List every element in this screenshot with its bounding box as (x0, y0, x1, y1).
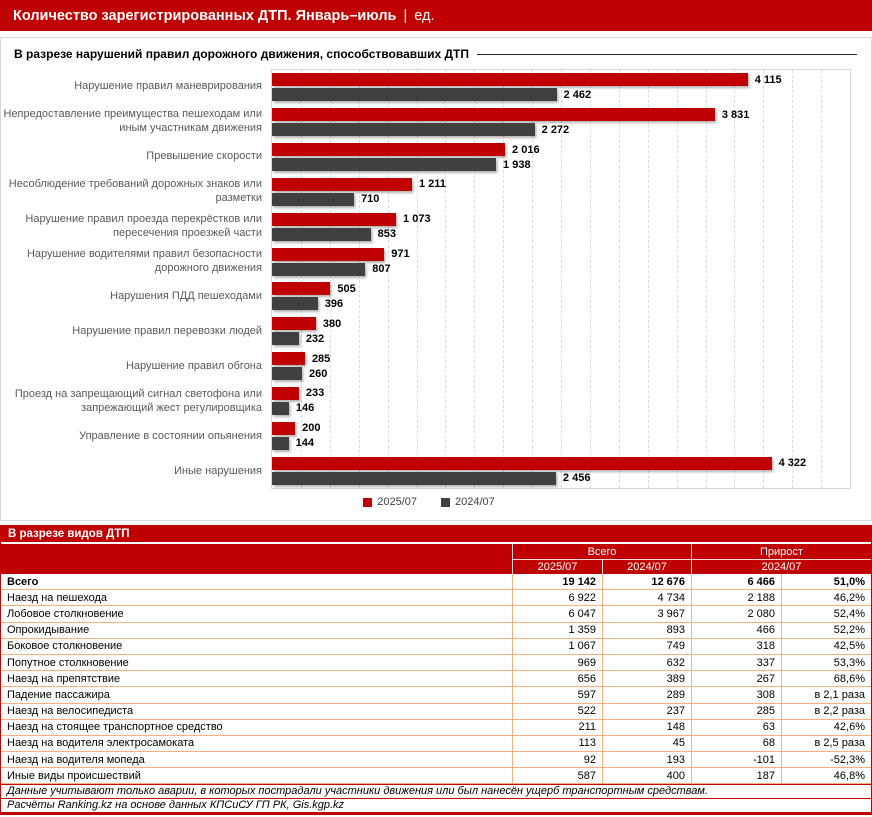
bar-2024/07 (272, 402, 289, 415)
row-value: 113 (512, 736, 602, 751)
row-label: Иные виды происшествий (7, 769, 141, 782)
table-section-title-bar (1, 525, 871, 542)
bar-line (272, 401, 850, 415)
row-value: 522 (512, 704, 602, 719)
row-value: 308 (691, 687, 781, 702)
bar-value: 146 (295, 402, 315, 415)
row-value: 68 (691, 736, 781, 751)
header-corner-cell (1, 544, 512, 574)
table-row (1, 606, 871, 622)
report-title-bar (0, 0, 872, 31)
row-value: 6 466 (691, 574, 781, 589)
bar-2024/07 (272, 367, 302, 380)
bar-line (272, 421, 850, 435)
bar-value: 3 831 (721, 108, 750, 121)
bar-line (272, 456, 850, 470)
category-label: Превышение скорости (146, 149, 262, 162)
bar-value: 2 462 (563, 88, 592, 101)
bar-line (272, 108, 850, 122)
bar-value: 2 456 (562, 472, 591, 485)
report-title: Количество зарегистрированных ДТП. Январь–июль (13, 7, 397, 24)
bar-2024/07 (272, 158, 496, 171)
chart-rows (272, 70, 850, 488)
chart-subtitle: В разрезе нарушений правил дорожного движения, способствовавших ДТП (14, 47, 470, 61)
bar-2025/07 (272, 108, 715, 121)
row-value: 193 (602, 752, 691, 767)
report-unit: ед. (414, 7, 435, 24)
row-value: 1 359 (512, 623, 602, 638)
chart-category-row (272, 453, 850, 488)
row-value: 45 (602, 736, 691, 751)
table-row (1, 752, 871, 768)
footnote-source: Расчёты Ranking.kz на основе данных КПСиСУ ГП РК, Gis.kgp.kz (1, 798, 871, 812)
category-label: Иные нарушения (174, 464, 262, 477)
row-value: 656 (512, 671, 602, 686)
bar-2025/07 (272, 422, 295, 435)
legend-label-2025: 2025/07 (377, 496, 417, 508)
row-value: 6 922 (512, 590, 602, 605)
row-value: 12 676 (602, 574, 691, 589)
category-label: Непредоставление преимущества пешеходам или иным участникам движения (3, 108, 262, 134)
row-value: 19 142 (512, 574, 602, 589)
bar-line (272, 386, 850, 400)
table-row (1, 590, 871, 606)
bar-value: 200 (302, 422, 321, 435)
bar-line (272, 227, 850, 241)
row-value: 51,0% (781, 574, 871, 589)
bar-value: 233 (305, 387, 325, 400)
header-group-growth: Прирост (691, 544, 871, 559)
row-value: 53,3% (781, 655, 871, 670)
bar-line (272, 212, 850, 226)
chart-category-row (272, 314, 850, 349)
bar-2024/07 (272, 228, 371, 241)
legend-swatch-2025-icon (363, 498, 372, 507)
chart-category-row (272, 349, 850, 384)
bar-2025/07 (272, 282, 330, 295)
row-label: Наезд на пешехода (7, 591, 108, 604)
bar-2025/07 (272, 213, 396, 226)
row-value: 632 (602, 655, 691, 670)
accident-types-section (0, 525, 872, 815)
table-row (1, 574, 871, 590)
bar-line (272, 158, 850, 172)
footnote-data-note: Данные учитывают только аварии, в которых пострадали участники движения или был нанесён ущерб транспортным средствам. (1, 784, 871, 798)
row-value: в 2,5 раза (781, 736, 871, 751)
table-row (1, 736, 871, 752)
row-value: 187 (691, 768, 781, 783)
row-value: 237 (602, 704, 691, 719)
header-col-growth-2024: 2024/07 (691, 559, 871, 574)
row-value: 3 967 (602, 606, 691, 621)
header-col-2025: 2025/07 (512, 559, 602, 574)
bar-value: 260 (309, 367, 328, 380)
row-value: 211 (512, 720, 602, 735)
row-value: 6 047 (512, 606, 602, 621)
chart-category-row (272, 70, 850, 105)
subtitle-rule (477, 54, 857, 55)
bar-2024/07 (272, 332, 299, 345)
row-value: 587 (512, 768, 602, 783)
row-value: 318 (691, 639, 781, 654)
bar-value: 2 272 (541, 123, 570, 136)
row-value: 267 (691, 671, 781, 686)
bar-line (272, 177, 850, 191)
row-value: 1 067 (512, 639, 602, 654)
bar-value: 1 211 (418, 178, 446, 191)
table-body (1, 574, 871, 784)
row-value: в 2,1 раза (781, 687, 871, 702)
chart-category-row (272, 279, 850, 314)
row-value: 400 (602, 768, 691, 783)
row-value: 42,6% (781, 720, 871, 735)
header-group-total: Всего (512, 544, 691, 559)
bar-value: 853 (377, 228, 396, 241)
bar-chart (1, 69, 857, 489)
row-value: 466 (691, 623, 781, 638)
bar-line (272, 367, 850, 381)
row-label: Всего (7, 575, 39, 588)
row-value: 46,8% (781, 768, 871, 783)
row-value: 148 (602, 720, 691, 735)
bar-line (272, 143, 850, 157)
bar-2024/07 (272, 88, 557, 101)
bar-line (272, 471, 850, 485)
chart-category-row (272, 383, 850, 418)
row-value: 92 (512, 752, 602, 767)
chart-category-row (272, 209, 850, 244)
category-label: Управление в состоянии опьянения (79, 429, 262, 442)
bar-value: 144 (295, 437, 314, 450)
row-label: Наезд на велосипедиста (7, 705, 134, 718)
bar-line (272, 247, 850, 261)
chart-subtitle-row (1, 45, 857, 63)
chart-category-row (272, 244, 850, 279)
bar-2024/07 (272, 193, 354, 206)
category-label: Нарушение правил проезда перекрёстков или пересечения проезжей части (25, 213, 262, 239)
table-row (1, 720, 871, 736)
category-label: Нарушение правил перевозки людей (72, 324, 262, 337)
bar-2025/07 (272, 387, 299, 400)
row-label: Боковое столкновение (7, 640, 123, 653)
row-value: 969 (512, 655, 602, 670)
category-label: Нарушение правил маневрирования (74, 79, 262, 92)
violations-chart-panel (0, 37, 872, 521)
bar-value: 807 (372, 263, 391, 276)
category-label: Несоблюдение требований дорожных знаков или разметки (8, 178, 262, 204)
row-value: 68,6% (781, 671, 871, 686)
bar-value: 505 (337, 282, 356, 295)
header-col-2024: 2024/07 (602, 559, 691, 574)
bar-2024/07 (272, 437, 289, 450)
table-row (1, 623, 871, 639)
table-section-title: В разрезе видов ДТП (8, 527, 130, 540)
row-label: Попутное столкновение (7, 656, 129, 669)
row-value: 285 (691, 704, 781, 719)
row-value: 389 (602, 671, 691, 686)
bar-line (272, 192, 850, 206)
row-label: Опрокидывание (7, 624, 90, 637)
table-row (1, 704, 871, 720)
category-label: Нарушение водителями правил безопасности дорожного движения (26, 248, 262, 274)
bar-2025/07 (272, 73, 748, 86)
bar-2025/07 (272, 457, 772, 470)
bar-value: 285 (311, 352, 331, 365)
bar-line (272, 352, 850, 366)
bar-value: 4 322 (778, 457, 807, 470)
bar-2024/07 (272, 263, 365, 276)
bar-2024/07 (272, 123, 535, 136)
table-header (1, 544, 871, 574)
legend-item-2025 (363, 496, 417, 508)
bar-line (272, 436, 850, 450)
bar-value: 232 (305, 332, 325, 345)
table-row (1, 768, 871, 784)
chart-category-row (272, 174, 850, 209)
row-value: 46,2% (781, 590, 871, 605)
bar-value: 4 115 (754, 73, 782, 86)
row-label: Падение пассажира (7, 688, 110, 701)
row-value: 749 (602, 639, 691, 654)
row-label: Наезд на препятствие (7, 672, 121, 685)
row-value: в 2,2 раза (781, 704, 871, 719)
bar-value: 971 (391, 248, 410, 261)
bar-value: 380 (322, 317, 342, 330)
table-row (1, 687, 871, 703)
bar-2024/07 (272, 297, 318, 310)
bar-line (272, 297, 850, 311)
legend-swatch-2024-icon (441, 498, 450, 507)
category-label: Нарушения ПДД пешеходами (110, 289, 262, 302)
bar-2025/07 (272, 248, 384, 261)
bar-2024/07 (272, 472, 556, 485)
row-label: Наезд на водителя мопеда (7, 753, 145, 766)
bar-line (272, 317, 850, 331)
row-value: 2 188 (691, 590, 781, 605)
category-label: Нарушение правил обгона (125, 359, 262, 372)
bar-2025/07 (272, 317, 316, 330)
bar-2025/07 (272, 143, 505, 156)
chart-labels (1, 69, 271, 489)
row-value: 289 (602, 687, 691, 702)
bar-line (272, 262, 850, 276)
row-value: -101 (691, 752, 781, 767)
bar-value: 396 (324, 297, 344, 310)
bar-line (272, 282, 850, 296)
legend-label-2024: 2024/07 (455, 496, 495, 508)
bar-value: 1 938 (503, 158, 531, 171)
row-label: Наезд на водителя электросамоката (7, 737, 195, 750)
bar-line (272, 123, 850, 137)
row-value: 4 734 (602, 590, 691, 605)
chart-legend (1, 489, 857, 515)
chart-category-row (272, 140, 850, 175)
row-value: 337 (691, 655, 781, 670)
bar-2025/07 (272, 178, 412, 191)
chart-category-row (272, 105, 850, 140)
row-value: 52,2% (781, 623, 871, 638)
legend-item-2024 (441, 496, 495, 508)
row-label: Наезд на стоящее транспортное средство (7, 721, 223, 734)
row-value: -52,3% (781, 752, 871, 767)
title-separator: | (403, 7, 408, 24)
bar-value: 710 (361, 193, 380, 206)
bar-line (272, 332, 850, 346)
row-value: 893 (602, 623, 691, 638)
row-label: Лобовое столкновение (7, 607, 124, 620)
bar-line (272, 73, 850, 87)
bar-2025/07 (272, 352, 305, 365)
bar-line (272, 88, 850, 102)
bar-value: 1 073 (403, 213, 431, 226)
table-row (1, 671, 871, 687)
row-value: 52,4% (781, 606, 871, 621)
category-label: Проезд на запрещающий сигнал светофона или запрежающий жест регулировщика (14, 388, 262, 414)
row-value: 63 (691, 720, 781, 735)
table-row (1, 639, 871, 655)
row-value: 42,5% (781, 639, 871, 654)
table-row (1, 655, 871, 671)
chart-plot-area (271, 69, 851, 489)
bar-value: 2 016 (512, 143, 540, 156)
row-value: 2 080 (691, 606, 781, 621)
chart-category-row (272, 418, 850, 453)
row-value: 597 (512, 687, 602, 702)
